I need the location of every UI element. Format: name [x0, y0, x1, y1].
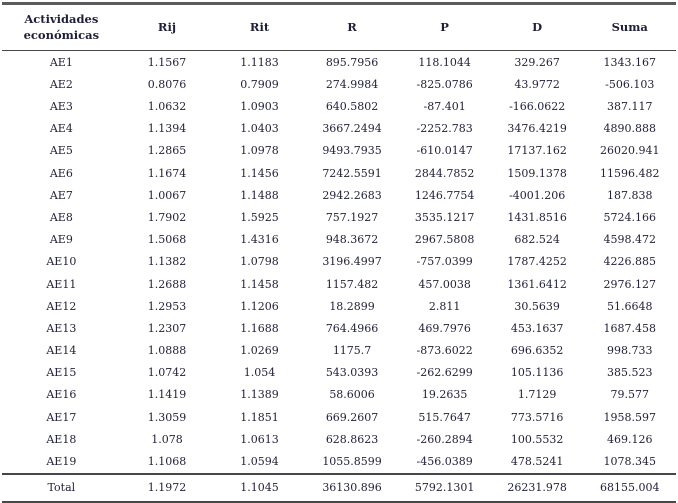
cell: 274.9984: [325, 77, 379, 91]
cell: 1.0888: [147, 344, 187, 358]
cell: 9493.7935: [322, 144, 382, 158]
cell: 187.838: [606, 188, 653, 202]
row-label: AE11: [46, 277, 77, 291]
cell: 1.0903: [240, 100, 279, 113]
cell: 26020.941: [599, 144, 660, 158]
cell: 1.1567: [147, 55, 187, 69]
cell: 1.1458: [240, 277, 279, 291]
cell: 1.1851: [240, 410, 279, 424]
cell: 2844.7852: [414, 166, 475, 180]
row-label: AE17: [46, 410, 77, 424]
cell: 17137.162: [507, 144, 567, 158]
total-label: Total: [2, 474, 121, 502]
row-label: AE2: [49, 77, 73, 91]
cell: 1175.7: [332, 344, 372, 358]
cell: 1.0067: [147, 188, 187, 202]
cell: 1.1206: [240, 299, 279, 313]
cell: 100.5532: [510, 432, 564, 446]
table-row: [2, 162, 676, 184]
cell: 682.524: [514, 233, 560, 247]
cell: 1509.1378: [507, 166, 567, 180]
row-label: AE12: [46, 299, 77, 313]
cell: 11596.482: [599, 166, 660, 180]
cell: 1.1382: [147, 255, 187, 269]
total-cell: 68155.004: [583, 474, 676, 502]
cell: 895.7956: [325, 55, 379, 69]
cell: -262.6299: [416, 366, 473, 380]
cell: 1.1183: [240, 55, 279, 69]
cell: 469.7976: [418, 321, 471, 335]
cell: 1.4316: [240, 233, 279, 247]
cell: 1078.345: [603, 455, 656, 468]
table-row: [2, 362, 676, 384]
cell: 453.1637: [510, 321, 564, 335]
table-row: [2, 229, 676, 251]
cell: 1.5068: [147, 233, 187, 247]
table-row: [2, 317, 676, 339]
cell: -456.0389: [416, 455, 473, 468]
cell: 43.9772: [514, 77, 560, 91]
cell: 696.6352: [510, 344, 564, 358]
cell: 1.7902: [147, 210, 187, 224]
cell: 1431.8516: [507, 210, 567, 224]
cell: 1.5925: [240, 210, 279, 224]
table-row: [2, 51, 676, 74]
cell: 1.1456: [240, 166, 279, 180]
total-cell: 1.1972: [121, 474, 214, 502]
table-row: [2, 450, 676, 473]
cell: 4226.885: [603, 255, 656, 269]
table-row: [2, 295, 676, 317]
cell: 1246.7754: [414, 188, 475, 202]
cell: 998.733: [606, 344, 653, 358]
table-row: [2, 184, 676, 206]
cell: 628.8623: [325, 432, 379, 446]
cell: 1.054: [243, 366, 276, 380]
cell: 1.7129: [517, 388, 557, 402]
cell: 0.8076: [147, 77, 187, 91]
cell: 478.5241: [510, 455, 564, 468]
cell: 1.0594: [240, 455, 279, 468]
cell: 105.1136: [510, 366, 564, 380]
cell: 385.523: [606, 366, 653, 380]
row-label: AE15: [46, 366, 77, 380]
cell: 3196.4997: [322, 255, 382, 269]
cell: 7242.5591: [322, 166, 382, 180]
cell: 543.0393: [325, 366, 379, 380]
column-header: Rij: [121, 4, 214, 51]
cell: 1787.4252: [507, 255, 567, 269]
row-label: AE8: [49, 210, 73, 224]
table-header: [2, 4, 676, 51]
cell: 118.1044: [418, 55, 471, 69]
column-header: D: [491, 4, 584, 51]
cell: 1.2865: [147, 144, 187, 158]
cell: 1.1068: [147, 455, 187, 468]
cell: 1.3059: [147, 410, 187, 424]
cell: 2942.2683: [322, 188, 382, 202]
cell: 1.0798: [240, 255, 279, 269]
column-header: P: [398, 4, 491, 51]
row-label: AE9: [49, 233, 73, 247]
cell: 329.267: [514, 55, 560, 69]
cell: 948.3672: [325, 233, 379, 247]
column-header: Suma: [583, 4, 676, 51]
table-row: [2, 118, 676, 140]
cell: -260.2894: [416, 432, 473, 446]
table-row: [2, 339, 676, 361]
cell: 3535.1217: [414, 210, 475, 224]
row-label: AE5: [49, 144, 73, 158]
cell: 58.6006: [329, 388, 375, 402]
cell: -166.0622: [509, 100, 566, 113]
row-label: AE4: [49, 122, 73, 136]
cell: 79.577: [610, 388, 649, 402]
cell: 5724.166: [603, 210, 656, 224]
total-cell: 1.1045: [213, 474, 306, 502]
row-label: AE19: [46, 455, 77, 468]
cell: 387.117: [606, 100, 653, 113]
cell: 457.0038: [418, 277, 471, 291]
table-row: [2, 95, 676, 117]
cell: 469.126: [606, 432, 653, 446]
column-header: Rit: [213, 4, 306, 51]
cell: 1361.6412: [507, 277, 567, 291]
cell: 1157.482: [325, 277, 379, 291]
cell: 1.1419: [147, 388, 187, 402]
cell: 2.811: [428, 299, 461, 313]
cell: -610.0147: [416, 144, 473, 158]
cell: 764.4966: [325, 321, 379, 335]
cell: 3476.4219: [507, 122, 567, 136]
column-header-activities: Actividades económicas: [2, 4, 121, 51]
row-label: AE10: [46, 255, 77, 269]
cell: 515.7647: [418, 410, 471, 424]
cell: 1.1389: [240, 388, 279, 402]
row-label: AE14: [46, 344, 77, 358]
table-row: [2, 406, 676, 428]
table-row: [2, 251, 676, 273]
cell: 669.2607: [325, 410, 379, 424]
cell: 1.1394: [147, 122, 187, 136]
row-label: AE7: [49, 188, 73, 202]
cell: 1.0978: [240, 144, 279, 158]
cell: 640.5802: [325, 100, 379, 113]
total-row: [2, 474, 676, 502]
cell: -2252.783: [416, 122, 473, 136]
column-header: R: [306, 4, 399, 51]
cell: 1687.458: [603, 321, 656, 335]
table-row: [2, 206, 676, 228]
cell: 1.0269: [240, 344, 279, 358]
table-row: [2, 428, 676, 450]
cell: 773.5716: [510, 410, 564, 424]
cell: 0.7909: [240, 77, 279, 91]
cell: 19.2635: [421, 388, 468, 402]
cell: 1.1488: [240, 188, 279, 202]
cell: 757.1927: [325, 210, 379, 224]
cell: 1.0632: [147, 100, 187, 113]
total-cell: 26231.978: [491, 474, 584, 502]
table-row: [2, 140, 676, 162]
total-cell: 5792.1301: [398, 474, 491, 502]
row-label: AE1: [49, 55, 73, 69]
cell: 1958.597: [603, 410, 656, 424]
cell: 1.0613: [240, 432, 279, 446]
cell: -825.0786: [416, 77, 473, 91]
cell: 30.5639: [514, 299, 560, 313]
table-row: [2, 73, 676, 95]
cell: 1.2953: [147, 299, 187, 313]
cell: 4598.472: [603, 233, 656, 247]
table-row: [2, 273, 676, 295]
cell: -4001.206: [509, 188, 566, 202]
cell: 1.2688: [147, 277, 187, 291]
cell: 18.2899: [329, 299, 375, 313]
row-label: AE18: [46, 432, 77, 446]
cell: 1.2307: [147, 321, 187, 335]
cell: 2967.5808: [414, 233, 475, 247]
row-label: AE16: [46, 388, 77, 402]
cell: 4890.888: [603, 122, 656, 136]
cell: 2976.127: [603, 277, 656, 291]
cell: -506.103: [605, 77, 655, 91]
cell: 1.0403: [240, 122, 279, 136]
header-row: [2, 4, 676, 51]
cell: 51.6648: [606, 299, 653, 313]
cell: 1.1688: [240, 321, 279, 335]
cell: 3667.2494: [322, 122, 382, 136]
cell: -873.6022: [416, 344, 473, 358]
total-cell: 36130.896: [306, 474, 399, 502]
row-label: AE13: [46, 321, 77, 335]
cell: 1.078: [151, 432, 183, 446]
cell: -757.0399: [416, 255, 473, 269]
cell: 1055.8599: [322, 455, 382, 468]
cell: 1.1674: [147, 166, 187, 180]
cell: 1343.167: [603, 55, 656, 69]
row-label: AE6: [49, 166, 73, 180]
cell: -87.401: [423, 100, 466, 113]
data-table: [2, 2, 676, 503]
row-label: AE3: [49, 100, 73, 113]
table-row: [2, 384, 676, 406]
cell: 1.0742: [147, 366, 187, 380]
